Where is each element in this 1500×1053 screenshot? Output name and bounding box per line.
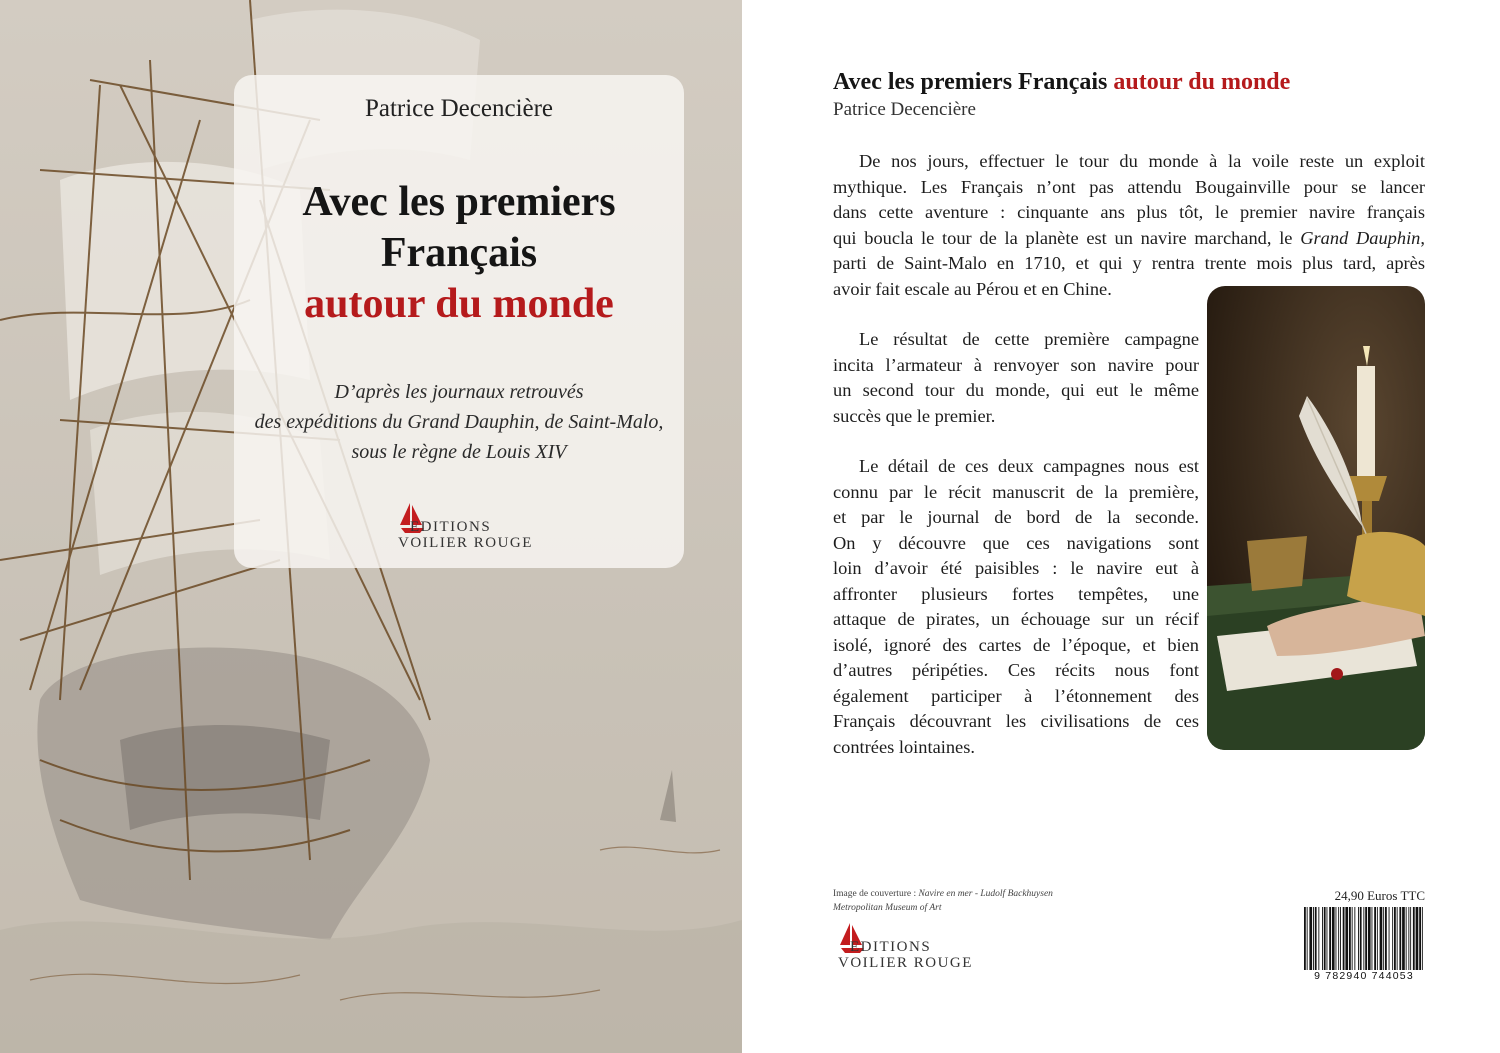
painting-image bbox=[1207, 286, 1425, 750]
barcode-bar bbox=[1410, 907, 1411, 971]
barcode-bar bbox=[1392, 907, 1393, 971]
barcode-bar bbox=[1372, 907, 1373, 971]
publisher-logo bbox=[398, 501, 533, 557]
text-line: Le résultat de cette première campagne bbox=[859, 329, 1199, 349]
cover-title-panel bbox=[234, 75, 684, 568]
isbn-number: 9 782940 744053 bbox=[1304, 970, 1424, 982]
barcode-bar bbox=[1385, 907, 1387, 971]
credit-work: Navire en mer - Ludolf Backhuysen bbox=[918, 889, 1053, 899]
publisher-name-line: EDITIONS bbox=[410, 519, 492, 535]
price-label: 24,90 Euros TTC bbox=[1334, 888, 1425, 903]
cover-subtitle bbox=[234, 377, 684, 467]
barcode-bar bbox=[1332, 907, 1335, 971]
barcode-bar bbox=[1360, 907, 1362, 971]
barcode-bar bbox=[1349, 907, 1351, 971]
text-line: parti de Saint-Malo en 1710, et qui y rentra trente mois plus tard, après bbox=[833, 253, 1425, 273]
publisher-name-line: VOILIER ROUGE bbox=[398, 535, 533, 551]
text-line: Le détail de ces deux campagnes nous est bbox=[859, 456, 1199, 476]
barcode-bar bbox=[1402, 907, 1405, 971]
text-line bbox=[833, 226, 1425, 252]
blurb-paragraph-3 bbox=[833, 454, 1199, 760]
barcode-bar bbox=[1365, 907, 1367, 971]
blurb-paragraph-1 bbox=[833, 149, 1425, 302]
text-line: On y découvre que ces navigations sont bbox=[833, 532, 1199, 553]
barcode-bar bbox=[1363, 907, 1364, 971]
credit-label: Image de couverture : bbox=[833, 889, 917, 899]
barcode-bar bbox=[1304, 907, 1306, 971]
barcode-bar bbox=[1307, 907, 1308, 971]
text-line: affronter plusieurs fortes tempêtes, une bbox=[833, 583, 1199, 604]
text-line: incita l’armateur à renvoyer son navire pour bbox=[833, 354, 1199, 375]
text-line: d’autres péripéties. Ces récits nous font bbox=[833, 660, 1199, 680]
barcode-bar bbox=[1309, 907, 1312, 971]
barcode-bar bbox=[1397, 907, 1398, 971]
credit-museum: Metropolitan Museum of Art bbox=[833, 903, 942, 913]
text-span: qui boucla le tour de la planète est un navire marchand, le bbox=[833, 227, 1293, 248]
text-line: connu par le récit manuscrit de la première, bbox=[833, 481, 1199, 502]
text-line: également participer à l’étonnement des bbox=[833, 685, 1199, 706]
text-line: contrées lointaines. bbox=[833, 736, 975, 757]
barcode-bar bbox=[1345, 907, 1348, 971]
text-line: et par le journal de bord de la seconde. bbox=[833, 507, 1199, 527]
barcode-bar bbox=[1358, 907, 1359, 971]
barcode-bar bbox=[1380, 907, 1383, 971]
cover-image-credit bbox=[833, 887, 1053, 915]
barcode-bar bbox=[1354, 907, 1355, 971]
barcode-bar bbox=[1422, 907, 1423, 971]
cover-author: Patrice Decencière bbox=[364, 95, 554, 122]
back-title bbox=[833, 69, 1290, 96]
barcode-bar bbox=[1408, 907, 1409, 971]
barcode-bar bbox=[1419, 907, 1421, 971]
barcode-bar bbox=[1374, 907, 1376, 971]
publisher-name-line: VOILIER ROUGE bbox=[838, 955, 973, 971]
barcode-bar bbox=[1322, 907, 1323, 971]
barcode-bar bbox=[1352, 907, 1353, 971]
text-line: succès que le premier. bbox=[833, 405, 996, 426]
cover-subtitle-line: sous le règne de Louis XIV bbox=[351, 441, 567, 463]
barcode-bar bbox=[1343, 907, 1345, 971]
back-cover bbox=[742, 0, 1500, 1053]
cover-subtitle-line: des expéditions du Grand Dauphin, de Saint-Malo, bbox=[254, 411, 664, 433]
barcode-bar bbox=[1399, 907, 1401, 971]
barcode-bar bbox=[1406, 907, 1407, 971]
text-line: avoir fait escale au Pérou et en Chine. bbox=[833, 278, 1112, 299]
back-title-accent: autour du monde bbox=[1113, 69, 1291, 95]
barcode-bar bbox=[1313, 907, 1314, 971]
text-line: dans cette aventure : cinquante ans plus tôt, le premier navire français bbox=[833, 202, 1425, 222]
barcode-bar bbox=[1368, 907, 1371, 971]
barcode-bar bbox=[1324, 907, 1326, 971]
barcode-bar bbox=[1338, 907, 1339, 971]
barcode-bar bbox=[1377, 907, 1378, 971]
barcode-bar bbox=[1394, 907, 1396, 971]
cover-title-accent: autour du monde bbox=[304, 281, 614, 327]
front-cover bbox=[0, 0, 742, 1053]
text-line: attaque de pirates, un échouage sur un récif bbox=[833, 609, 1199, 629]
publisher-name-line: EDITIONS bbox=[850, 939, 932, 955]
cover-title-line: Avec les premiers bbox=[302, 179, 616, 225]
barcode-bar bbox=[1389, 907, 1390, 971]
barcode-bar bbox=[1383, 907, 1384, 971]
credit-line bbox=[833, 887, 1053, 901]
publisher-logo-back bbox=[838, 921, 973, 977]
barcode-bar bbox=[1413, 907, 1415, 971]
barcode-bar bbox=[1329, 907, 1331, 971]
text-line: mythique. Les Français n’ont pas attendu Bougainville pour se lancer bbox=[833, 176, 1425, 197]
text-line: un second tour du monde, qui eut le même bbox=[833, 380, 1199, 400]
barcode-bar bbox=[1336, 907, 1337, 971]
text-span: , bbox=[1420, 227, 1425, 248]
barcode-bar bbox=[1340, 907, 1341, 971]
text-line: De nos jours, effectuer le tour du monde à la voile reste un exploit bbox=[859, 151, 1425, 171]
barcode-bar bbox=[1416, 907, 1419, 971]
text-line: isolé, ignoré des cartes de l’époque, et bien bbox=[833, 634, 1199, 655]
cover-title-line: Français bbox=[380, 230, 538, 276]
cover-title bbox=[234, 177, 684, 330]
back-title-main: Avec les premiers Français bbox=[833, 69, 1108, 95]
credit-line bbox=[833, 901, 1053, 915]
blurb-paragraph-2 bbox=[833, 327, 1199, 429]
text-line: loin d’avoir été paisibles : le navire eut à bbox=[833, 558, 1199, 578]
barcode-bar bbox=[1327, 907, 1328, 971]
ship-name: Grand Dauphin bbox=[1300, 227, 1421, 248]
still-life-painting bbox=[1207, 286, 1425, 750]
barcode-bar bbox=[1318, 907, 1319, 971]
back-author: Patrice Decencière bbox=[833, 99, 976, 120]
cover-subtitle-line: D’après les journaux retrouvés bbox=[334, 381, 584, 403]
text-line: Français découvrant les civilisations de ces bbox=[833, 711, 1199, 731]
barcode-bar bbox=[1315, 907, 1317, 971]
